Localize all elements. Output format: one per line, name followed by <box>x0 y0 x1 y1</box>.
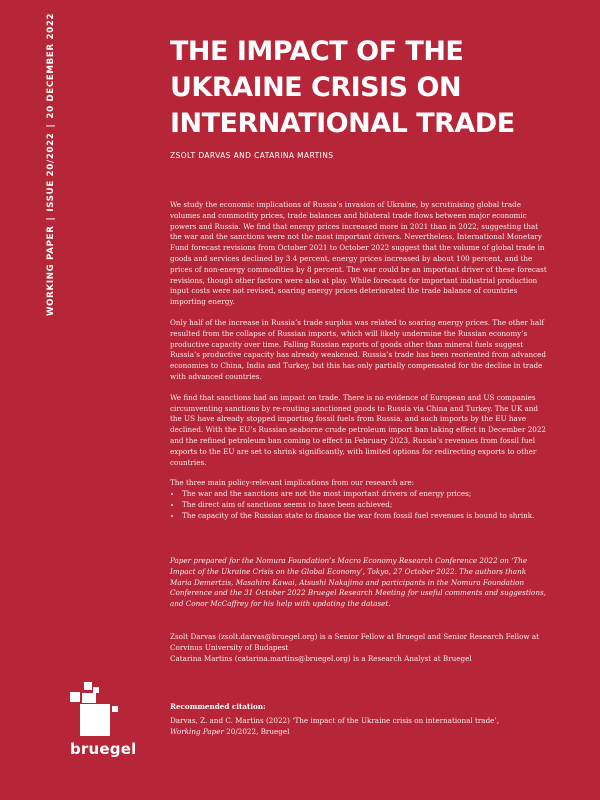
author-bios <box>170 632 548 664</box>
author-bio: Zsolt Darvas (zsolt.darvas@bruegel.org) is a Senior Fellow at Bruegel and Senior Research Fellow at Corvinus University of Budapest <box>170 632 540 652</box>
date-label: 20 DECEMBER 2022 <box>46 12 56 119</box>
series-label: WORKING PAPER <box>46 225 56 316</box>
list-item: • The direct aim of sanctions seems to have been achieved; <box>182 500 548 511</box>
citation-rest: 20/2022, Bruegel <box>223 726 290 736</box>
implications-list <box>170 489 548 521</box>
author-bio: Catarina Martins (catarina.martins@bruegel.org) is a Research Analyst at Bruegel <box>170 653 472 663</box>
recommended-citation <box>170 702 548 737</box>
bruegel-logo-text: bruegel <box>70 740 137 758</box>
implications-intro: The three main policy-relevant implications from our research are: <box>170 478 415 488</box>
abstract-paragraph: We study the economic implications of Russia’s invasion of Ukraine, by scrutinising global trade volumes and commodity prices, trade balances and bilateral trade flows between major economic powers and Russia. We find that energy prices increased more in 2021 than in 2022, suggesting that the war and the sanctions were not the most important drivers. Nevertheless, International Monetary Fund forecast revisions from October 2021 to October 2022 suggest that the volume of global trade in goods and services declined by 3.4 percent, energy prices increased by about 100 percent, and the prices of non-energy commodities by 8 percent. The war could be an important driver of these forecast revisions, though other factors were also at play. While forecasts for important industrial production input costs were not revised, soaring energy prices deteriorated the trade balance of countries importing energy. <box>170 200 547 307</box>
separator: | <box>46 216 56 221</box>
separator: | <box>46 123 56 128</box>
authors: ZSOLT DARVAS AND CATARINA MARTINS <box>170 151 334 160</box>
abstract-paragraph: Only half of the increase in Russia’s trade surplus was related to soaring energy prices. The other half resulted from the collapse of Russian imports, which will likely undermine the Russian economy’s productive capacity over time. Falling Russian exports of goods other than mineral fuels suggest Russia’s productive capacity has already weakened. Russia’s trade has been reoriented from advanced economies to China, India and Turkey, but this has only partially compensated for the decline in trade with advanced countries. <box>170 317 547 381</box>
issue-label: ISSUE 20/2022 <box>46 132 56 212</box>
citation-series: Working Paper <box>170 726 224 736</box>
list-item: • The capacity of the Russian state to finance the war from fossil fuel revenues is bound to shrink. <box>182 511 548 522</box>
citation-line <box>170 727 548 738</box>
abstract-paragraph: We find that sanctions had an impact on trade. There is no evidence of European and US companies circumventing sanctions by re-routing sanctioned goods to Russia via China and Turkey. The UK and the US have already stopped importing fossil fuels from Russia, and such imports by the EU have declined. With the EU’s Russian seaborne crude petroleum import ban taking effect in December 2022 and the refined petroleum ban coming to effect in February 2023, Russia’s revenues from fossil fuel exports to the EU are set to shrink significantly, with limited options for redirecting exports to other countries. <box>170 392 546 467</box>
page-title: THE IMPACT OF THE UKRAINE CRISIS ON INTERNATIONAL TRADE <box>170 36 515 139</box>
citation-heading: Recommended citation: <box>170 702 266 711</box>
side-label <box>46 12 60 316</box>
list-item: • The war and the sanctions are not the most important drivers of energy prices; <box>182 489 548 500</box>
abstract <box>170 200 548 532</box>
conference-note: Paper prepared for the Nomura Foundation’s Macro Economy Research Conference 2022 on ‘The Impact of the Ukraine Crisis on the Global Economy’, Tokyo, 27 October 2022. The authors thank Maria Demertzis, Masahiro Kawai, Atsushi Nakajima and participants in the Nomura Foundation Conference and the 31 October 2022 Bruegel Research Meeting for useful comments and suggestions, and Conor McCaffrey for his help with updating the dataset. <box>170 556 546 609</box>
citation-line: Darvas, Z. and C. Martins (2022) ‘The impact of the Ukraine crisis on international trade’, <box>170 715 499 725</box>
